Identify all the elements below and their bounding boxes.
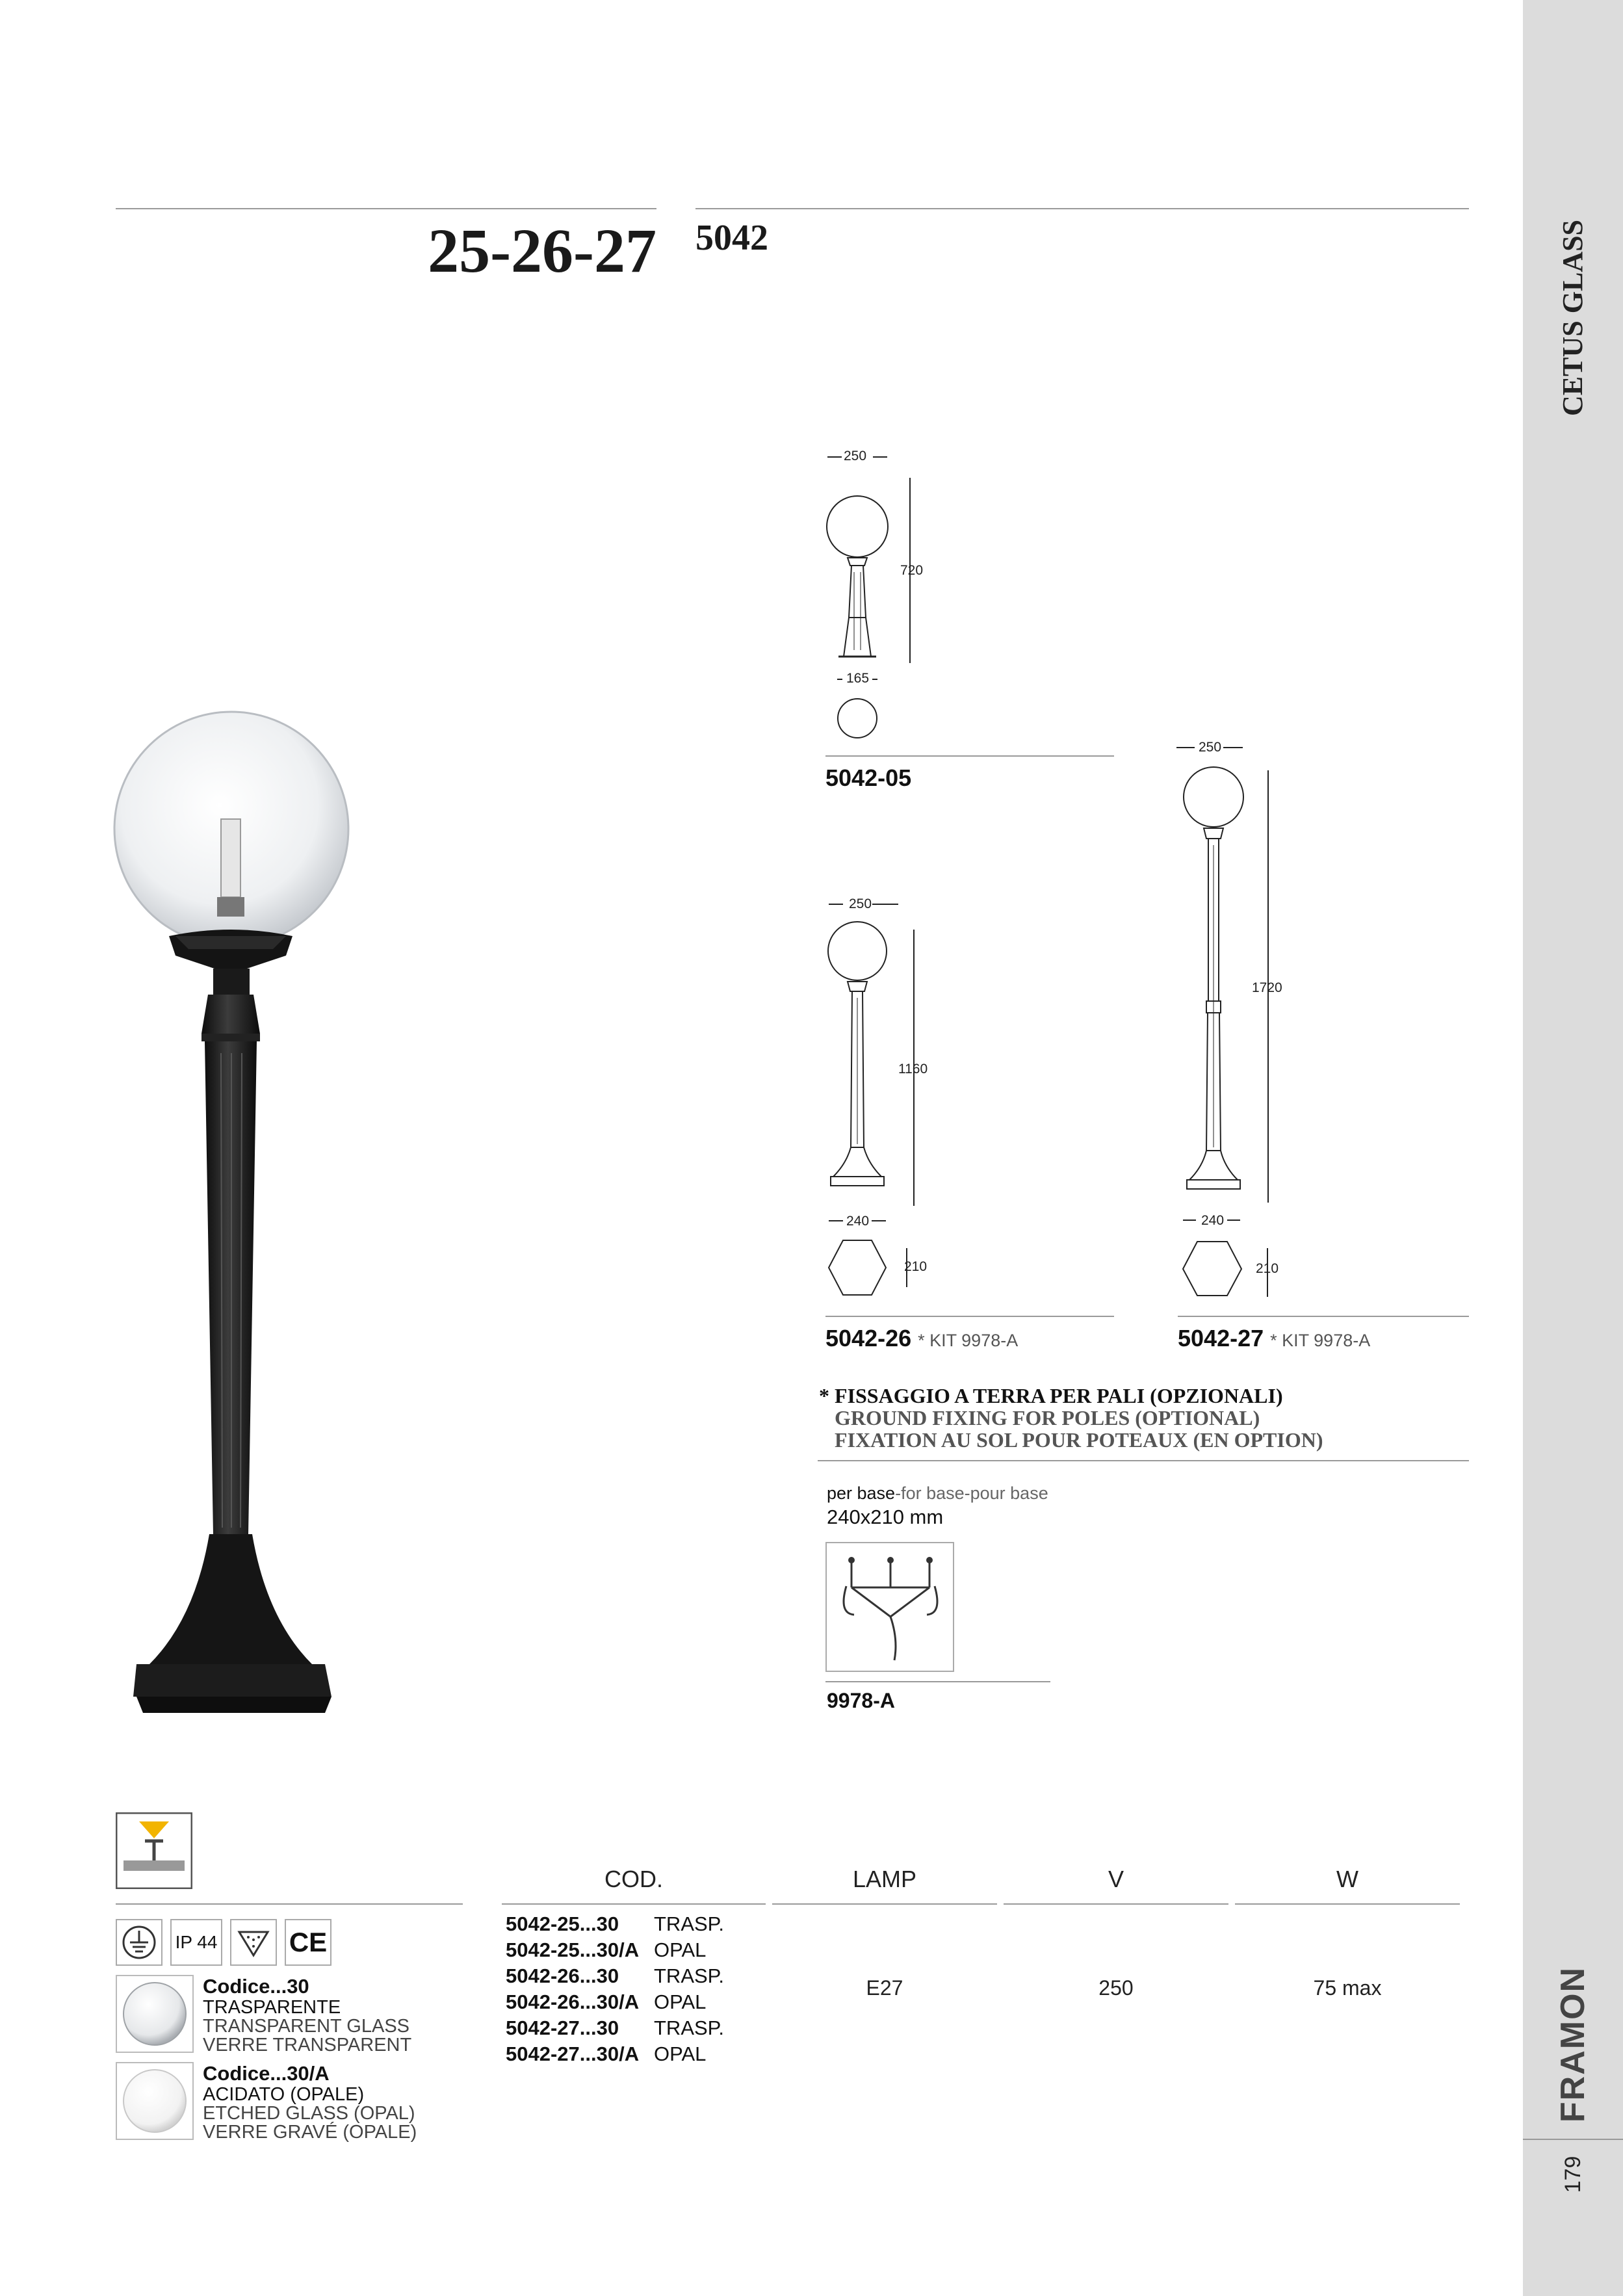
- header-rule-right: [695, 208, 1469, 209]
- rule-5042-26: [825, 1316, 1114, 1317]
- kit-base-label-rest: -for base-pour base: [895, 1483, 1048, 1503]
- row-finish: OPAL: [654, 1938, 707, 1961]
- row-finish: OPAL: [654, 1990, 707, 2013]
- kit-base-label: [827, 1483, 1048, 1504]
- drawing-5042-27: [1176, 735, 1293, 1307]
- fixing-note-it: * FISSAGGIO A TERRA PER PALI (OPZIONALI): [819, 1384, 1283, 1407]
- dim-05-base: 165: [846, 671, 870, 686]
- row-finish: OPAL: [654, 2042, 707, 2065]
- dim-26-width: 250: [849, 896, 872, 911]
- earth-class-icon: [116, 1919, 162, 1966]
- dim-27-width: 250: [1199, 740, 1222, 755]
- row-code: 5042-27...30/A: [506, 2042, 640, 2065]
- drawing-5042-05: [825, 442, 942, 741]
- col-rule-v: [1004, 1903, 1228, 1905]
- kit-code: 9978-A: [827, 1689, 895, 1712]
- voltage-value: 250: [1098, 1976, 1134, 2000]
- glass-name-fr: VERRE TRANSPARENT: [203, 2035, 412, 2055]
- dim-26-base-w: 240: [846, 1214, 870, 1229]
- left-table-rule: [116, 1903, 463, 1905]
- kit-fixing-image: [825, 1542, 954, 1672]
- ip-rating-badge: IP 44: [170, 1919, 222, 1966]
- watt-value: 75 max: [1313, 1976, 1382, 2000]
- col-header-w: W: [1336, 1866, 1358, 1892]
- fixing-note-fr: FIXATION AU SOL POUR POTEAUX (EN OPTION): [835, 1428, 1323, 1452]
- opal-glass-thumb: [116, 2062, 194, 2140]
- header-rule-left: [116, 208, 656, 209]
- code-5042-27: [1178, 1325, 1370, 1352]
- kit-base-label-bold: per base: [827, 1483, 896, 1503]
- page-number: 179: [1561, 2156, 1585, 2193]
- fixing-note-rule: [818, 1460, 1469, 1461]
- lamp-value: E27: [866, 1976, 903, 2000]
- ce-mark-icon: CE: [285, 1919, 331, 1966]
- glass-name-it: ACIDATO (OPALE): [203, 2084, 365, 2105]
- row-finish: TRASP.: [654, 1964, 724, 1987]
- col-header-lamp: LAMP: [852, 1866, 917, 1892]
- row-code: 5042-26...30: [506, 1964, 619, 1987]
- fixing-note: [819, 1385, 1323, 1451]
- impact-icon: [230, 1919, 277, 1966]
- glass-option-transparent: [203, 1975, 411, 2055]
- kit-rule: [825, 1681, 1050, 1682]
- fixing-note-en: GROUND FIXING FOR POLES (OPTIONAL): [835, 1406, 1260, 1429]
- code-5042-27-text: 5042-27: [1178, 1325, 1264, 1351]
- transparent-glass-thumb: [116, 1975, 194, 2053]
- glass-option-opal: [203, 2062, 417, 2142]
- code-5042-05: 5042-05: [825, 764, 912, 791]
- glass-name-fr: VERRE GRAVÉ (OPALE): [203, 2122, 417, 2143]
- col-rule-cod: [502, 1903, 766, 1905]
- row-code: 5042-25...30: [506, 1912, 619, 1935]
- glass-name-en: ETCHED GLASS (OPAL): [203, 2103, 415, 2124]
- kit-base-size: 240x210 mm: [827, 1506, 944, 1528]
- row-finish: TRASP.: [654, 2016, 724, 2039]
- rule-5042-27: [1178, 1316, 1469, 1317]
- table-row: [506, 2015, 724, 2041]
- table-row: [506, 1989, 706, 2015]
- dim-27-height: 1720: [1252, 980, 1282, 995]
- code-5042-26-text: 5042-26: [825, 1325, 912, 1351]
- series-tab-label: CETUS GLASS: [1557, 219, 1589, 416]
- collection-number: 25-26-27: [428, 216, 656, 285]
- row-code: 5042-26...30/A: [506, 1990, 640, 2013]
- glass-name-it: TRASPARENTE: [203, 1997, 341, 2018]
- kit-note-27: * KIT 9978-A: [1270, 1331, 1371, 1350]
- page-number-rule: [1523, 2139, 1623, 2140]
- kit-note-26: * KIT 9978-A: [918, 1331, 1019, 1350]
- model-number: 5042: [695, 218, 768, 258]
- col-header-cod: COD.: [604, 1866, 663, 1892]
- rule-5042-05: [825, 755, 1114, 757]
- col-rule-lamp: [772, 1903, 997, 1905]
- code-5042-26: [825, 1325, 1018, 1352]
- col-header-v: V: [1108, 1866, 1124, 1892]
- dim-26-base-h: 210: [904, 1259, 928, 1274]
- row-code: 5042-27...30: [506, 2016, 619, 2039]
- table-row: [506, 2041, 706, 2067]
- dim-27-base-w: 240: [1201, 1213, 1225, 1228]
- dim-26-height: 1160: [898, 1062, 928, 1076]
- dim-27-base-h: 210: [1256, 1261, 1279, 1276]
- brand-logo: FRAMON: [1554, 1966, 1592, 2123]
- drawing-5042-26: [825, 891, 942, 1307]
- table-row: [506, 1963, 724, 1989]
- table-row: [506, 1937, 706, 1963]
- glass-name-en: TRANSPARENT GLASS: [203, 2016, 410, 2037]
- dim-05-height: 720: [900, 563, 924, 578]
- row-finish: TRASP.: [654, 1912, 724, 1935]
- dim-05-width: 250: [844, 449, 867, 463]
- row-code: 5042-25...30/A: [506, 1938, 640, 1961]
- glass-code: Codice...30: [203, 1975, 309, 1998]
- product-photo: [97, 709, 370, 1723]
- ground-installation-icon: [116, 1812, 192, 1889]
- glass-code: Codice...30/A: [203, 2062, 330, 2085]
- col-rule-w: [1235, 1903, 1460, 1905]
- table-row: [506, 1911, 724, 1937]
